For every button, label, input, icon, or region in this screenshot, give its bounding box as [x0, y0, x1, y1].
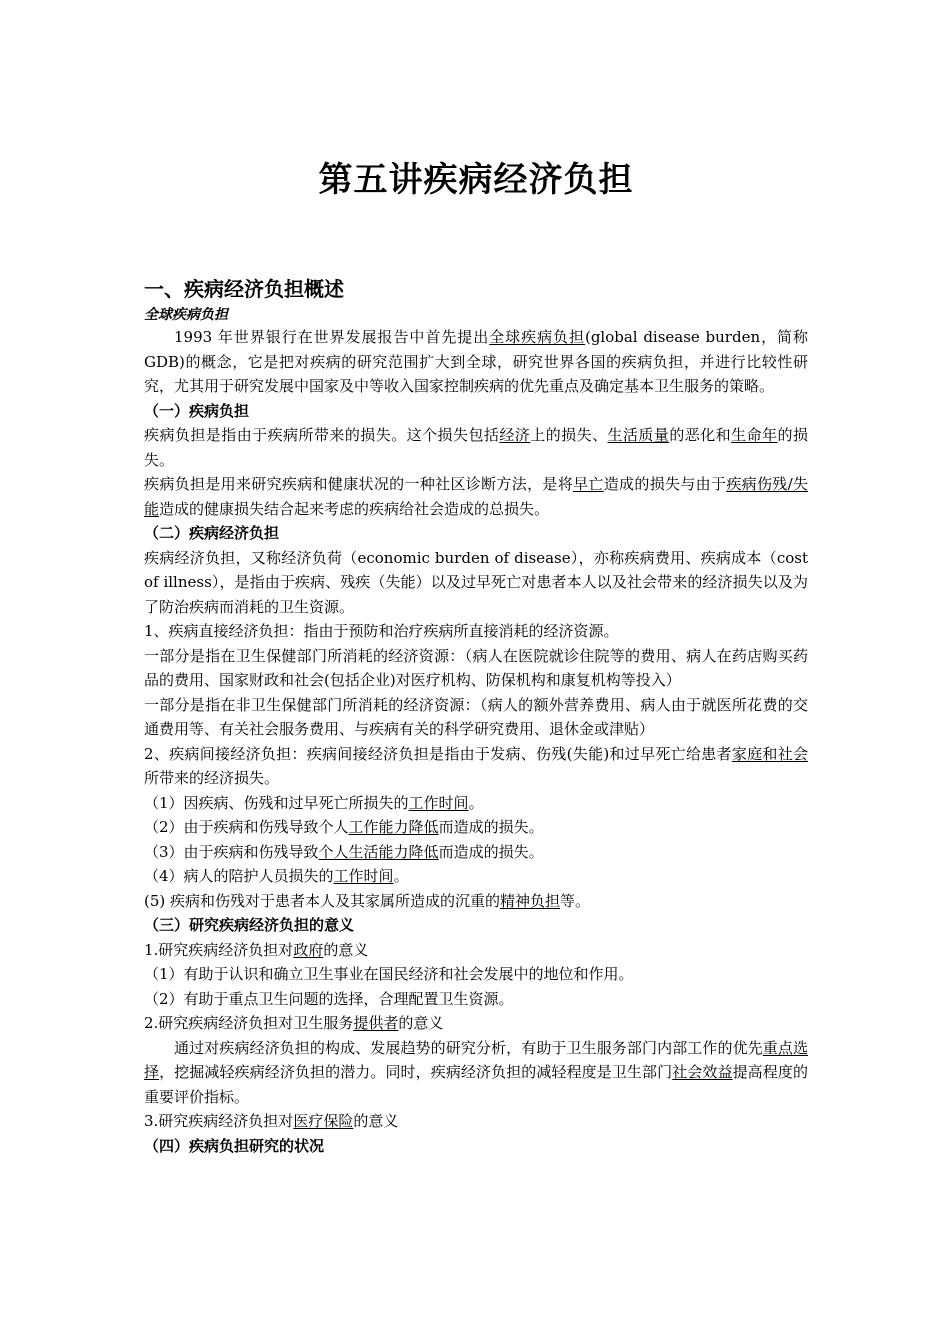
- subsection-heading: （二）疾病经济负担: [144, 524, 280, 542]
- list-item: [144, 889, 808, 914]
- text-run: （1）因疾病、伤残和过早死亡所损失的: [144, 793, 409, 812]
- underlined-term: 家庭和社会: [731, 744, 808, 763]
- paragraph: （1）有助于认识和确立卫生事业在国民经济和社会发展中的地位和作用。: [144, 965, 634, 983]
- text-run: （3）由于疾病和伤残导致: [144, 842, 319, 861]
- text-run: 1993 年世界银行在世界发展报告中首先提出: [174, 328, 490, 346]
- text-run: 而造成的损失。: [438, 818, 544, 836]
- paragraph: 疾病经济负担，又称经济负荷（economic burden of disease），亦称疾病费用、疾病成本（cost of illness），是指由于疾病、残疾（失能）以及过早死亡对患者本人以及社会带来的经济损失以及为了防治疾病而消耗的卫生资源。: [144, 548, 808, 616]
- underlined-term: 工作时间: [408, 793, 469, 812]
- section-heading: 一、疾病经济负担概述: [144, 277, 344, 301]
- text-run: 的损失。: [144, 426, 808, 469]
- paragraph: [144, 742, 808, 791]
- text-run: 而造成的损失。: [438, 842, 544, 861]
- text-run: 的意义: [398, 1014, 444, 1032]
- paragraph: （2）有助于重点卫生问题的选择，合理配置卫生资源。: [144, 989, 514, 1008]
- paragraph: [144, 423, 808, 472]
- text-run: 。: [393, 867, 409, 885]
- paragraph: 1、疾病直接经济负担：指由于预防和治疗疾病所直接消耗的经济资源。: [144, 622, 619, 640]
- list-item: [144, 864, 808, 889]
- text-run: 造成的损失与由于: [603, 475, 727, 493]
- text-run: 1.研究疾病经济负担对: [144, 940, 294, 959]
- underlined-term: 个人生活能力降低: [318, 842, 439, 861]
- text-run: 的意义: [323, 940, 369, 959]
- text-run: 2.研究疾病经济负担对卫生服务: [144, 1014, 354, 1032]
- text-run: ，挖掘减轻疾病经济负担的潜力。同时，疾病经济负担的减轻程度是卫生部门: [159, 1063, 673, 1081]
- text-run: 疾病负担是用来研究疾病和健康状况的一种社区诊断方法，是将: [144, 475, 574, 493]
- underlined-term: 全球疾病负担: [489, 328, 585, 346]
- paragraph: [144, 1109, 808, 1134]
- paragraph: [144, 472, 808, 521]
- underlined-term: 生命年: [731, 426, 778, 444]
- underlined-term: 早亡: [573, 475, 604, 493]
- document-body: [144, 273, 808, 1158]
- text-run: （4）病人的陪护人员损失的: [144, 867, 334, 885]
- list-item: [144, 815, 808, 840]
- paragraph: 一部分是指在卫生保健部门所消耗的经济资源：（病人在医院就诊住院等的费用、病人在药店购买药品的费用、国家财政和社会(包括企业)对医疗机构、防保机构和康复机构等投入）: [144, 646, 808, 689]
- underlined-term: 提供者: [353, 1014, 399, 1032]
- text-run: (5) 疾病和伤残对于患者本人及其家属所造成的沉重的: [144, 891, 501, 910]
- text-run: 3.研究疾病经济负担对: [144, 1112, 294, 1130]
- intro-paragraph: [144, 325, 808, 399]
- text-run: 的恶化和: [669, 426, 732, 444]
- text-run: (global disease burden，简称GDB)的概念，它是把对疾病的研究范围扩大到全球，研究世界各国的疾病负担，并进行比较性研究，尤其用于研究发展中国家及中等收入国家控制疾病的优先重点及确定基本卫生服务的策略。: [144, 328, 808, 395]
- text-run: （2）由于疾病和伤残导致个人: [144, 818, 349, 836]
- text-run: 疾病负担是指由于疾病所带来的损失。这个损失包括: [144, 426, 500, 444]
- underlined-term: 生活质量: [607, 426, 670, 444]
- page-title: 第五讲疾病经济负担: [318, 160, 634, 200]
- underlined-term: 疾病伤残/失能: [144, 475, 808, 518]
- text-run: 造成的健康损失结合起来考虑的疾病给社会造成的总损失。: [159, 499, 550, 518]
- list-item: [144, 840, 808, 865]
- text-run: 等。: [560, 891, 591, 910]
- paragraph: [144, 1036, 808, 1110]
- list-item: [144, 791, 808, 816]
- subsection-heading: （四）疾病负担研究的状况: [144, 1136, 325, 1155]
- subsection-heading: （三）研究疾病经济负担的意义: [144, 916, 355, 934]
- text-run: 通过对疾病经济负担的构成、发展趋势的研究分析，有助于卫生服务部门内部工作的优先: [174, 1038, 763, 1057]
- underlined-term: 精神负担: [500, 891, 561, 910]
- text-run: 的意义: [353, 1112, 399, 1130]
- subsection-heading: （一）疾病负担: [144, 401, 250, 420]
- paragraph: 一部分是指在非卫生保健部门所消耗的经济资源：（病人的额外营养费用、病人由于就医所花费的交通费用等、有关社会服务费用、与疾病有关的科学研究费用、退休金或津贴）: [144, 695, 808, 738]
- text-run: 2、疾病间接经济负担：疾病间接经济负担是指由于发病、伤残(失能)和过早死亡给患者: [144, 744, 732, 763]
- text-run: 上的损失、: [530, 426, 608, 444]
- underlined-term: 经济: [499, 426, 531, 444]
- text-run: 所带来的经济损失。: [144, 769, 280, 787]
- paragraph: [144, 938, 808, 963]
- underlined-term: 工作时间: [333, 867, 394, 885]
- underlined-term: 社会效益: [672, 1063, 733, 1081]
- underlined-term: 政府: [293, 940, 324, 959]
- paragraph: [144, 1011, 808, 1036]
- underlined-term: 重点选择: [144, 1038, 808, 1081]
- section-subheading: 全球疾病负担: [144, 307, 228, 323]
- text-run: 。: [468, 793, 484, 812]
- underlined-term: 医疗保险: [293, 1112, 354, 1130]
- underlined-term: 工作能力降低: [348, 818, 439, 836]
- text-run: 提高程度的重要评价指标。: [144, 1063, 808, 1106]
